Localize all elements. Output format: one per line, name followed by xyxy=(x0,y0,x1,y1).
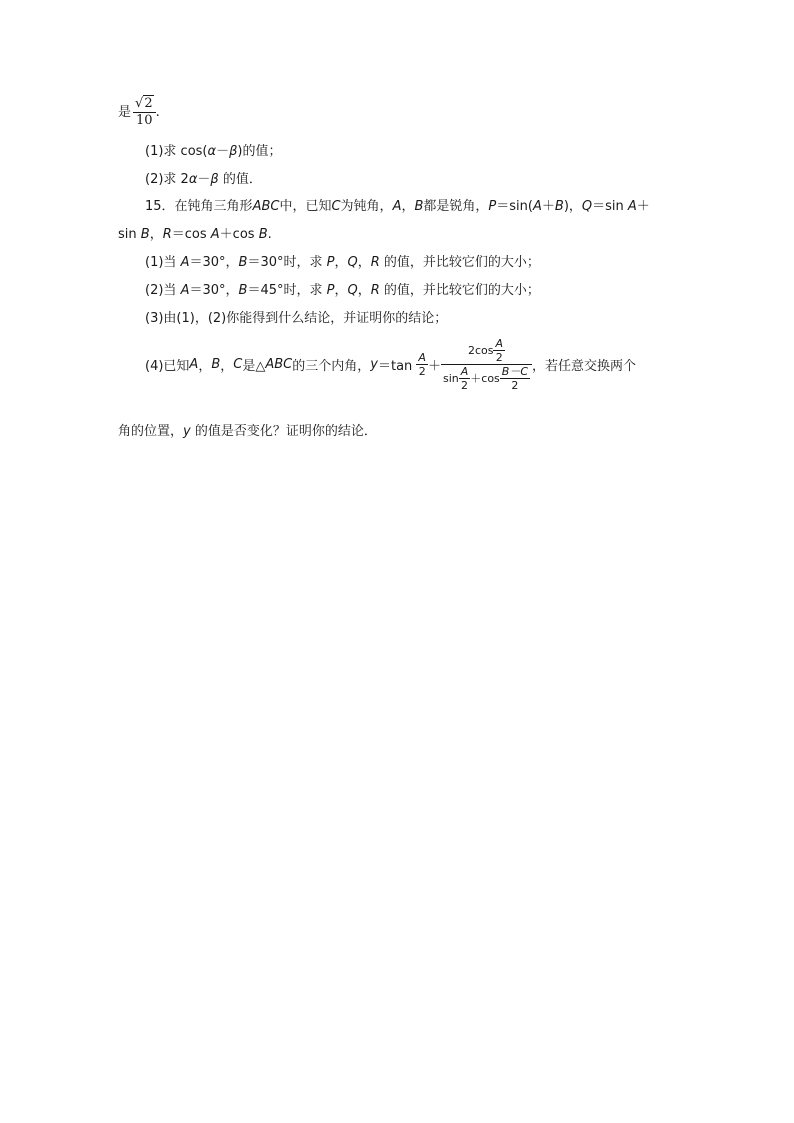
q15-part4-line1: (4)已知A，B，C是△ABC的三个内角，y＝tan $\frac{A}{2}$ ＋ 2cos $\frac{A}{2}$ sin $\frac{A}{2}$ ＋cos $\frac{B-C}{2}$ ，若任意交换两个 xyxy=(145,337,637,392)
q14-part2: (2)求 2α－β 的值． xyxy=(145,172,262,187)
question-number: 15． xyxy=(145,199,175,214)
intro-fraction: $\frac{√2}{10}$ xyxy=(133,96,156,129)
q14-part1: (1)求 cos(α－β)的值； xyxy=(145,144,282,159)
half-angle-fraction: $\frac{A}{2}$ xyxy=(418,351,426,378)
main-fraction-denominator: sin $\frac{A}{2}$ ＋cos $\frac{B-C}{2}$ xyxy=(442,365,529,392)
q15-part3: (3)由(1)，(2)你能得到什么结论，并证明你的结论； xyxy=(145,311,448,326)
q15-stem-line2: sin B，R＝cos A＋cos B. xyxy=(118,227,272,242)
q15-stem-line1: 15．在钝角三角形ABC中，已知C为钝角，A，B都是锐角，P＝sin(A＋B)，Q＝sin A＋ xyxy=(145,199,650,214)
intro-prefix: 是 xyxy=(118,105,132,120)
main-fraction xyxy=(441,337,532,392)
main-fraction-numerator: 2cos $\frac{A}{2}$ xyxy=(467,337,504,364)
q15-part2: (2)当 A＝30°，B＝45°时，求 P，Q，R 的值，并比较它们的大小； xyxy=(145,283,540,298)
sqrt-symbol: √2 xyxy=(135,96,153,111)
q15-part1: (1)当 A＝30°，B＝30°时，求 P，Q，R 的值，并比较它们的大小； xyxy=(145,255,540,270)
q15-part4-line2: 角的位置，y 的值是否变化？证明你的结论． xyxy=(118,424,377,439)
intro-line: 是 $\frac{√2}{10}$ . xyxy=(118,96,160,128)
